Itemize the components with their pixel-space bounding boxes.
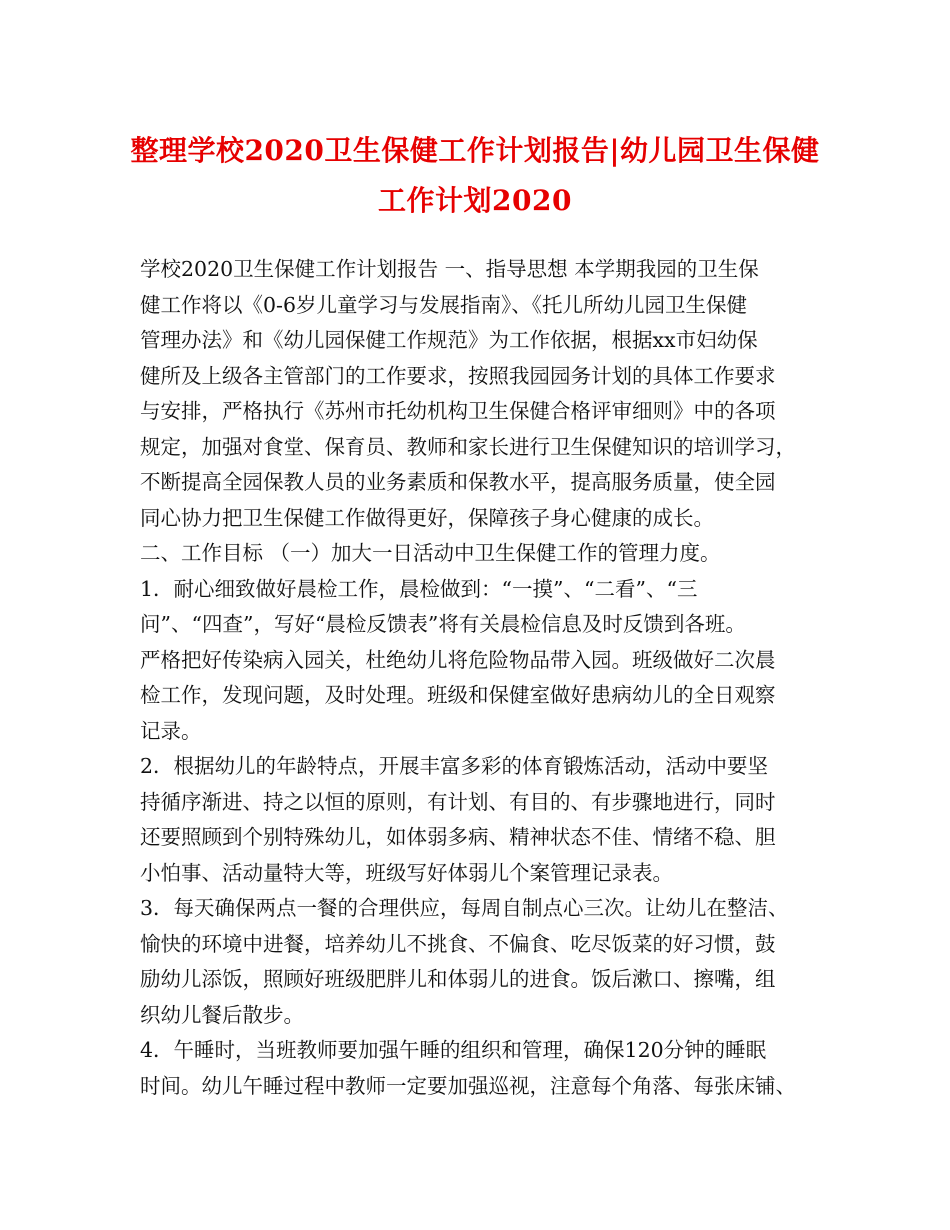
body-line: 管理办法》和《幼儿园保健工作规范》为工作依据，根据xx市妇幼保	[140, 328, 758, 352]
body-line: 规定，加强对食堂、保育员、教师和家长进行卫生保健知识的培训学习，	[140, 434, 796, 459]
body-line: 不断提高全园保教人员的业务素质和保教水平，提高服务质量，使全园	[140, 470, 776, 494]
body-line: 健工作将以《0-6岁儿童学习与发展指南》、《托儿所幼儿园卫生保健	[140, 292, 748, 317]
body-line: 4．午睡时，当班教师要加强午睡的组织和管理，确保120分钟的睡眠	[140, 1038, 767, 1062]
body-line: 还要照顾到个别特殊幼儿，如体弱多病、精神状态不佳、情绪不稳、胆	[140, 825, 776, 849]
body-line: 健所及上级各主管部门的工作要求，按照我园园务计划的具体工作要求	[140, 363, 776, 388]
body-line: 与安排，严格执行《苏州市托幼机构卫生保健合格评审细则》中的各项	[140, 399, 776, 423]
body-line: 3．每天确保两点一餐的合理供应，每周自制点心三次。让幼儿在整洁、	[140, 896, 789, 920]
title-line: 工作计划2020	[378, 184, 572, 217]
title-line: 整理学校2020卫生保健工作计划报告|幼儿园卫生保健	[130, 134, 820, 167]
body-line: 持循序渐进、持之以恒的原则，有计划、有目的、有步骤地进行，同时	[140, 789, 776, 814]
body-line: 愉快的环境中进餐，培养幼儿不挑食、不偏食、吃尽饭菜的好习惯，鼓	[140, 931, 776, 956]
body-line: 二、工作目标 （一）加大一日活动中卫生保健工作的管理力度。	[140, 541, 721, 565]
body-line: 同心协力把卫生保健工作做得更好，保障孩子身心健康的成长。	[140, 505, 714, 530]
body-line: 问”、“四查”，写好“晨检反馈表”将有关晨检信息及时反馈到各班。	[140, 612, 746, 636]
document-title	[100, 126, 850, 226]
document-body	[140, 252, 830, 1104]
body-line: 小怕事、活动量特大等，班级写好体弱儿个案管理记录表。	[140, 860, 673, 885]
body-line: 记录。	[140, 718, 202, 743]
body-line: 检工作，发现问题，及时处理。班级和保健室做好患病幼儿的全日观察	[140, 683, 776, 707]
body-line: 时间。幼儿午睡过程中教师一定要加强巡视，注意每个角落、每张床铺、	[140, 1073, 796, 1098]
body-line: 织幼儿餐后散步。	[140, 1002, 304, 1027]
body-line: 1．耐心细致做好晨检工作，晨检做到：“一摸”、“二看”、“三	[140, 576, 698, 601]
body-line: 严格把好传染病入园关，杜绝幼儿将危险物品带入园。班级做好二次晨	[140, 647, 776, 672]
body-line: 2．根据幼儿的年龄特点，开展丰富多彩的体育锻炼活动，活动中要坚	[140, 754, 769, 778]
body-line: 励幼儿添饭，照顾好班级肥胖儿和体弱儿的进食。饭后漱口、擦嘴，组	[140, 967, 776, 991]
body-line: 学校2020卫生保健工作计划报告 一、指导思想 本学期我园的卫生保	[140, 257, 759, 281]
